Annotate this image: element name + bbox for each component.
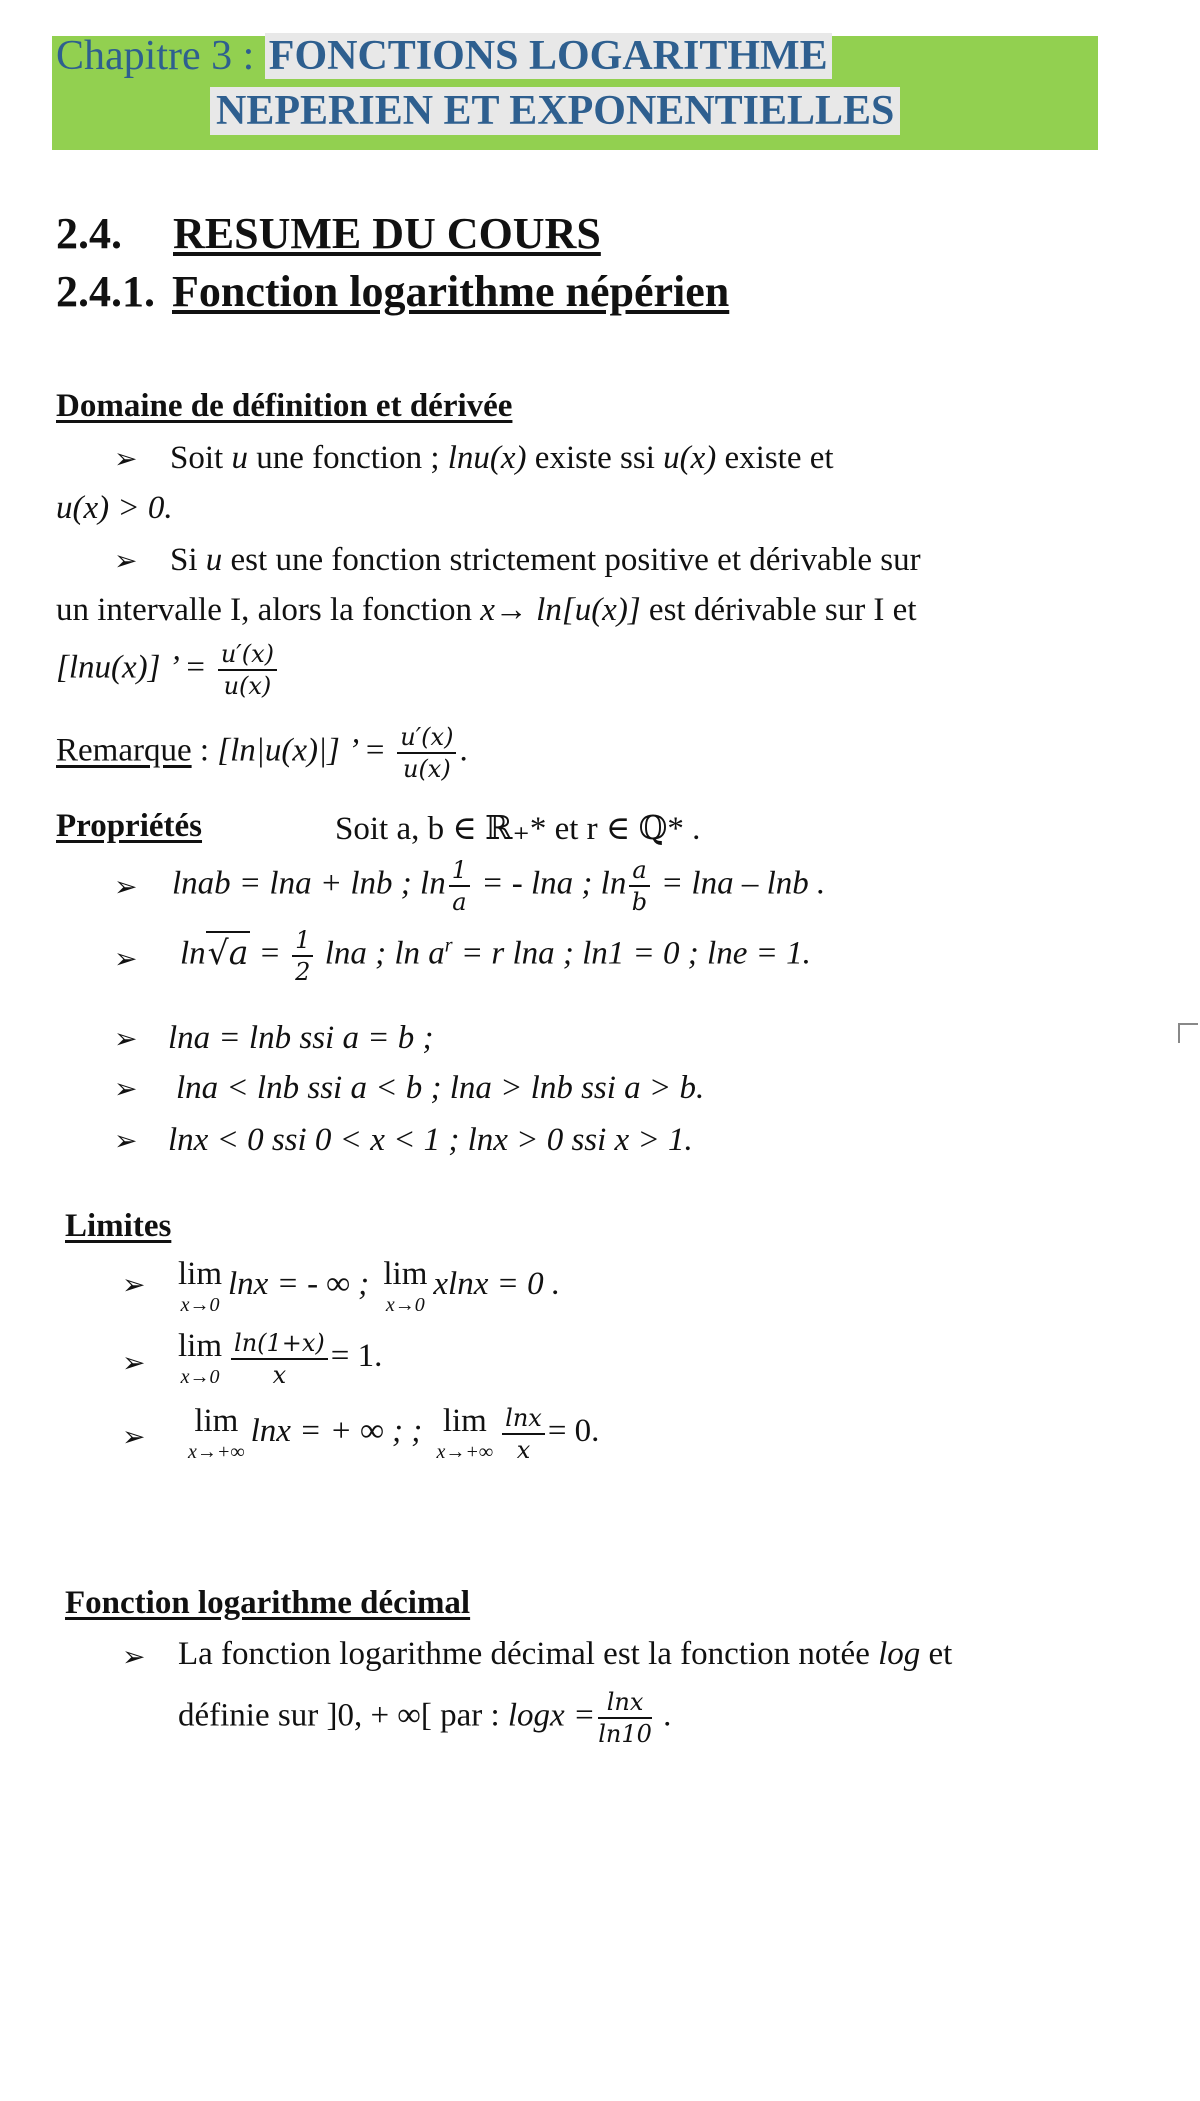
domaine-paragraph-1-line2 [56, 490, 173, 527]
bullet-arrow-icon: ➢ [122, 1420, 146, 1453]
text: Si [170, 542, 206, 578]
propriete-line-1 [172, 858, 825, 914]
text: : [191, 732, 218, 769]
text: existe et [716, 440, 834, 476]
propriete-line-4 [176, 1070, 704, 1107]
bullet-arrow-icon: ➢ [114, 942, 138, 975]
limit-operator [188, 1405, 245, 1462]
text: définie sur ]0, + ∞[ par : [178, 1697, 508, 1734]
remarque-label: Remarque [56, 732, 192, 769]
bullet-arrow-icon: ➢ [114, 442, 138, 475]
limite-line-3 [182, 1405, 599, 1462]
numerator: u′(x) [397, 725, 456, 754]
domaine-paragraph-2-line2 [56, 592, 916, 629]
subsection-heading [56, 266, 729, 317]
math-map: x→ ln[u(x)] [480, 592, 641, 628]
math: xlnx = 0 . [433, 1266, 561, 1303]
denominator: 2 [295, 958, 311, 986]
text: et [920, 1636, 953, 1672]
propriete-line-5 [168, 1122, 693, 1159]
text: Soit [170, 440, 232, 476]
denominator: ln10 [598, 1720, 652, 1748]
limit-operator [437, 1405, 494, 1462]
limit-operator [178, 1330, 222, 1387]
math-u: u [205, 542, 223, 578]
denominator: u(x) [402, 755, 451, 783]
math: = lna – lnb . [652, 865, 826, 902]
math: lna = lnb ssi a = b ; [168, 1020, 434, 1056]
bullet-arrow-icon: ➢ [114, 870, 138, 903]
lim-label: lim [383, 1256, 428, 1292]
text: est une fonction strictement positive et dérivable sur [222, 542, 921, 578]
lim-label: lim [178, 1256, 223, 1292]
propriete-line-2 [180, 928, 811, 984]
proprietes-intro: Soit a, b ∈ ℝ₊* et r ∈ ℚ* . [335, 811, 701, 847]
math-lhs: logx = [507, 1697, 596, 1734]
proprietes-heading: Propriétés [56, 808, 203, 844]
bullet-arrow-icon: ➢ [114, 1072, 138, 1105]
exponent: r [444, 934, 453, 957]
math: lnab = lna + lnb ; ln [172, 865, 446, 902]
section-number: 2.4. [56, 209, 122, 258]
math-u: u [231, 440, 248, 476]
denominator: u(x) [223, 672, 272, 700]
math-lhs: [ln|u(x)|] ’ = [217, 732, 387, 769]
bullet-arrow-icon: ➢ [122, 1268, 146, 1301]
text: . [459, 732, 468, 769]
section-title: RESUME DU COURS [173, 209, 601, 258]
denominator: b [631, 888, 648, 916]
derivative-formula [56, 642, 280, 698]
page-corner-mark [1178, 1023, 1198, 1043]
lim-label: lim [178, 1328, 223, 1364]
lim-label: lim [194, 1403, 239, 1439]
numerator: ln(1+x) [231, 1331, 328, 1360]
fraction [218, 642, 277, 698]
domaine-paragraph-2 [170, 542, 921, 579]
lim-sub: x→0 [180, 1294, 220, 1316]
decimal-paragraph [178, 1636, 952, 1673]
section-heading [56, 208, 601, 259]
math: = - lna ; ln [472, 865, 627, 902]
subsection-number: 2.4.1. [56, 267, 155, 316]
numerator: a [629, 858, 649, 887]
fraction [231, 1328, 328, 1389]
domaine-heading: Domaine de définition et dérivée [56, 388, 513, 424]
math: lnx = + ∞ ; ; [250, 1413, 423, 1450]
decimal-paragraph-line2 [178, 1690, 671, 1746]
chapter-label: Chapitre 3 : [56, 33, 255, 79]
math: ln [180, 935, 206, 972]
text: une fonction ; [247, 440, 448, 476]
text: est dérivable sur I et [640, 592, 917, 628]
bullet-arrow-icon: ➢ [122, 1640, 146, 1673]
text: existe ssi [526, 440, 664, 476]
propriete-line-3 [168, 1020, 433, 1057]
fraction [502, 1403, 545, 1464]
numerator: lnx [502, 1406, 545, 1435]
bullet-arrow-icon: ➢ [114, 1124, 138, 1157]
fraction [449, 858, 470, 914]
math: = [250, 935, 290, 972]
numerator: 1 [292, 928, 313, 957]
denominator: a [452, 888, 467, 916]
numerator: u′(x) [218, 642, 277, 671]
math: lnx < 0 ssi 0 < x < 1 ; lnx > 0 ssi x > 1. [168, 1122, 693, 1158]
limit-operator [178, 1258, 222, 1315]
bullet-arrow-icon: ➢ [114, 544, 138, 577]
math-log: log [878, 1636, 921, 1672]
math: = r lna ; ln1 = 0 ; lne = 1. [452, 935, 811, 972]
lim-sub: x→0 [385, 1294, 425, 1316]
limit-operator [383, 1258, 427, 1315]
limites-heading: Limites [65, 1208, 172, 1244]
math: lna ; ln a [316, 935, 445, 972]
denominator: x [516, 1435, 531, 1464]
text: = 1. [330, 1338, 383, 1375]
text: La fonction logarithme décimal est la fonction notée [178, 1636, 879, 1672]
fraction [629, 858, 649, 914]
limite-line-1 [172, 1258, 560, 1315]
math-lhs: [lnu(x)] ’ = [56, 649, 207, 686]
text: = 0. [547, 1413, 600, 1450]
chapter-heading [56, 32, 832, 80]
bullet-arrow-icon: ➢ [122, 1346, 146, 1379]
math-lnu: lnu(x) [447, 440, 527, 476]
fraction [598, 1690, 652, 1746]
lim-sub: x→+∞ [188, 1441, 245, 1463]
bullet-arrow-icon: ➢ [114, 1022, 138, 1055]
radicand: a [228, 932, 249, 972]
subsection-title: Fonction logarithme népérien [172, 267, 730, 316]
square-root: √a [207, 932, 249, 972]
limite-line-2 [172, 1330, 382, 1387]
math-condition: u(x) > 0. [56, 490, 173, 526]
denominator: x [272, 1360, 287, 1389]
lim-sub: x→+∞ [436, 1441, 494, 1463]
text: un intervalle I, alors la fonction [56, 592, 481, 628]
chapter-title-line2: NEPERIEN ET EXPONENTIELLES [210, 87, 900, 135]
text: . [654, 1697, 672, 1734]
fraction [292, 928, 313, 984]
math-ux: u(x) [663, 440, 717, 476]
numerator: 1 [449, 858, 470, 887]
math: lnx = - ∞ ; [228, 1266, 370, 1303]
fraction [397, 725, 456, 781]
lim-label: lim [442, 1403, 487, 1439]
decimal-heading: Fonction logarithme décimal [65, 1585, 471, 1621]
chapter-title-line1: FONCTIONS LOGARITHME [265, 33, 832, 79]
numerator: lnx [598, 1690, 652, 1719]
domaine-paragraph-1 [170, 440, 834, 477]
math: lna < lnb ssi a < b ; lna > lnb ssi a > b. [176, 1070, 705, 1106]
remarque-line [56, 725, 468, 781]
lim-sub: x→0 [180, 1366, 220, 1388]
